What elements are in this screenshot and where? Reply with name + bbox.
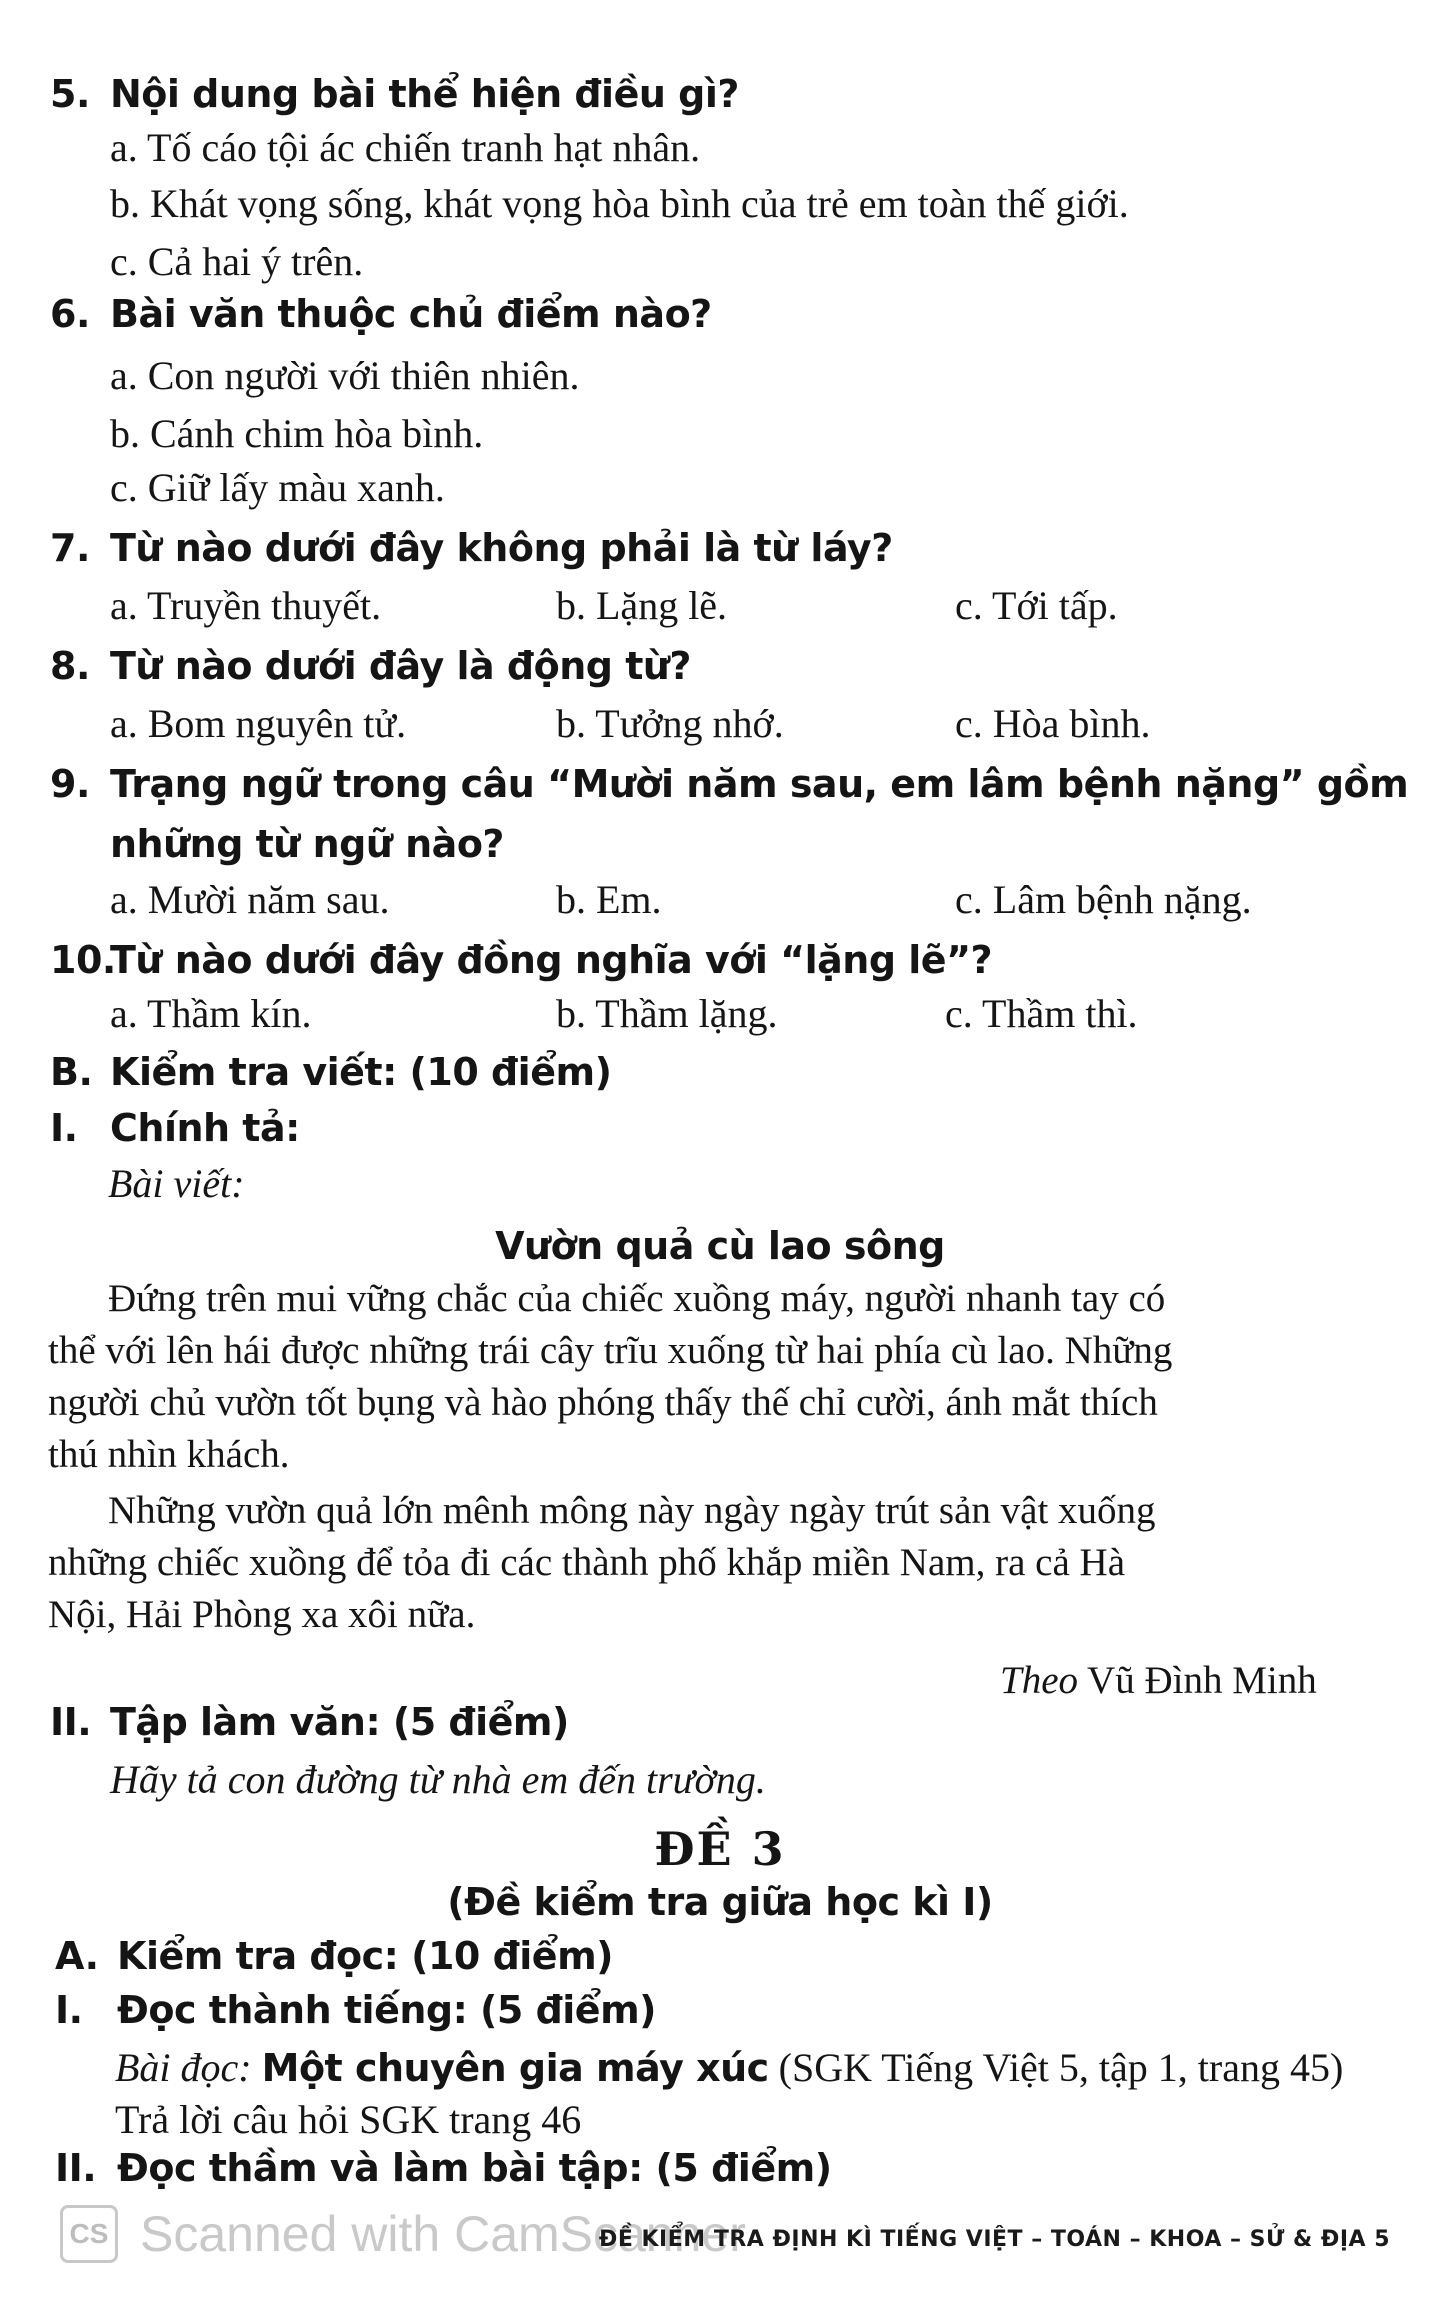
answer-option: a. Bom nguyên tử.: [110, 701, 407, 746]
question-text: Bài văn thuộc chủ điểm nào?: [110, 292, 712, 336]
section-label: II.: [55, 2146, 97, 2190]
answer-option: c. Tới tấp.: [955, 583, 1118, 628]
question-number: 7.: [50, 526, 90, 570]
section-title: Tập làm văn: (5 điểm): [110, 1700, 569, 1744]
answer-option: a. Thầm kín.: [110, 991, 312, 1036]
section-title: Kiểm tra viết: (10 điểm): [110, 1050, 612, 1094]
bai-doc-label: Bài đọc:: [115, 2045, 252, 2090]
question-text: Từ nào dưới đây đồng nghĩa với “lặng lẽ”?: [110, 938, 993, 982]
passage-line: người chủ vườn tốt bụng và hào phóng thấy thế chỉ cười, ánh mắt thích: [48, 1381, 1158, 1424]
question-number: 8.: [50, 644, 90, 688]
section-label: I.: [50, 1106, 78, 1150]
question-text: Trạng ngữ trong câu “Mười năm sau, em lâm bệnh nặng” gồm: [110, 762, 1409, 806]
question-number: 6.: [50, 292, 90, 336]
section-label: I.: [55, 1988, 83, 2032]
tlv-prompt: Hãy tả con đường từ nhà em đến trường.: [110, 1757, 766, 1802]
question-number: 9.: [50, 762, 90, 806]
question-9-continued: những từ ngữ nào?: [110, 822, 504, 866]
question-5: [50, 72, 739, 116]
tra-loi-line: Trả lời câu hỏi SGK trang 46: [115, 2097, 582, 2142]
section-b1-heading: [50, 1106, 300, 1150]
section-label: B.: [50, 1050, 93, 1094]
answer-option: c. Thầm thì.: [945, 991, 1138, 1036]
answer-option: a. Truyền thuyết.: [110, 583, 382, 628]
attribution: [1000, 1658, 1317, 1703]
passage-line: thú nhìn khách.: [48, 1433, 290, 1476]
passage-line: Đứng trên mui vững chắc của chiếc xuồng máy, người nhanh tay có: [108, 1277, 1166, 1320]
section-label: II.: [50, 1700, 92, 1744]
attribution-author: Vũ Đình Minh: [1087, 1659, 1317, 1702]
answer-option: b. Lặng lẽ.: [556, 583, 728, 628]
bai-doc-ref: (SGK Tiếng Việt 5, tập 1, trang 45): [778, 2045, 1344, 2090]
question-6: [50, 292, 712, 336]
book-title-footer: ĐỀ KIỂM TRA ĐỊNH KÌ TIẾNG VIỆT – TOÁN – KHOA – SỬ & ĐỊA 5: [598, 2227, 1390, 2252]
answer-option: b. Em.: [556, 877, 662, 922]
attribution-theo: Theo: [1000, 1659, 1078, 1702]
section-title: Kiểm tra đọc: (10 điểm): [117, 1934, 614, 1978]
answer-option: b. Cánh chim hòa bình.: [110, 411, 484, 456]
answer-option: a. Tố cáo tội ác chiến tranh hạt nhân.: [110, 125, 701, 170]
passage-title: Vườn quả cù lao sông: [495, 1224, 945, 1268]
camscanner-watermark: Scanned with CamScanner: [140, 2206, 746, 2262]
de3-subtitle: (Đề kiểm tra giữa học kì I): [447, 1880, 993, 1924]
page-footer: [60, 2205, 1390, 2275]
answer-option: b. Thầm lặng.: [556, 991, 778, 1036]
section-title: Chính tả:: [110, 1106, 300, 1150]
question-text: Từ nào dưới đây là động từ?: [110, 644, 691, 688]
question-10: [50, 938, 992, 982]
section-a-heading: [55, 1934, 613, 1978]
answer-option: c. Lâm bệnh nặng.: [955, 877, 1252, 922]
answer-option: c. Hòa bình.: [955, 701, 1151, 746]
answer-option: a. Mười năm sau.: [110, 877, 390, 922]
passage-line: Nội, Hải Phòng xa xôi nữa.: [48, 1593, 476, 1636]
section-b-heading: [50, 1050, 611, 1094]
camscanner-logo-icon: CS: [60, 2205, 118, 2263]
answer-option: c. Cả hai ý trên.: [110, 239, 364, 284]
section-a1-heading: [55, 1988, 656, 2032]
question-text: Từ nào dưới đây không phải là từ láy?: [110, 526, 893, 570]
bai-doc-line: [115, 2044, 1343, 2091]
section-title: Đọc thành tiếng: (5 điểm): [117, 1988, 657, 2032]
answer-option: b. Khát vọng sống, khát vọng hòa bình của trẻ em toàn thế giới.: [110, 181, 1129, 226]
answer-option: c. Giữ lấy màu xanh.: [110, 465, 445, 510]
bai-viet-label: Bài viết:: [108, 1161, 245, 1206]
question-9: [50, 762, 1408, 806]
question-text: Nội dung bài thể hiện điều gì?: [110, 72, 739, 116]
section-title: Đọc thầm và làm bài tập: (5 điểm): [117, 2146, 832, 2190]
question-number: 5.: [50, 72, 90, 116]
passage-line: Những vườn quả lớn mênh mông này ngày ngày trút sản vật xuống: [108, 1489, 1156, 1532]
question-7: [50, 526, 893, 570]
section-label: A.: [55, 1934, 99, 1978]
answer-option: b. Tưởng nhớ.: [556, 701, 784, 746]
passage-line: thể với lên hái được những trái cây trĩu xuống từ hai phía cù lao. Những: [48, 1329, 1173, 1372]
answer-option: a. Con người với thiên nhiên.: [110, 353, 580, 398]
question-8: [50, 644, 691, 688]
question-number: 10.: [50, 938, 116, 982]
passage-line: những chiếc xuồng để tỏa đi các thành phố khắp miền Nam, ra cả Hà: [48, 1541, 1126, 1584]
section-b2-heading: [50, 1700, 569, 1744]
bai-doc-title: Một chuyên gia máy xúc: [261, 2046, 769, 2090]
section-a2-heading: [55, 2146, 832, 2190]
de3-title: ĐỀ 3: [654, 1822, 786, 1876]
